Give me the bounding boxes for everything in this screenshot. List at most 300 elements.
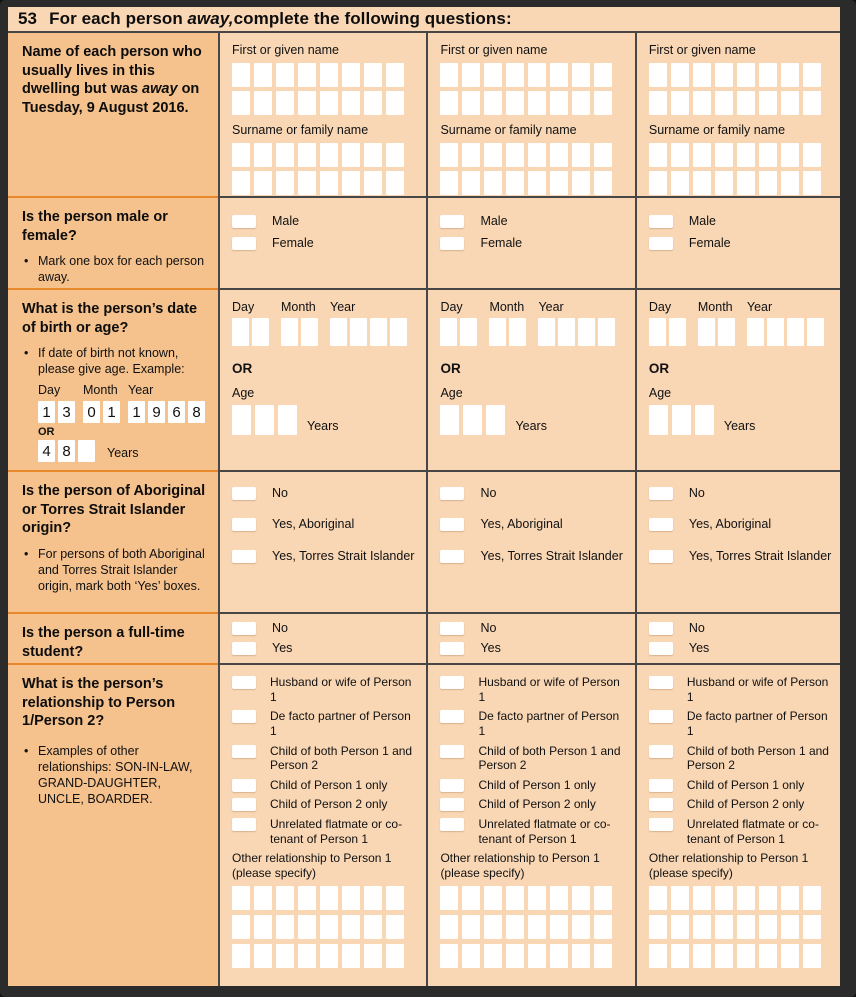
char-box[interactable] (737, 944, 755, 968)
char-box[interactable] (693, 171, 711, 195)
char-box[interactable] (715, 944, 733, 968)
husband-or-wife-checkbox[interactable] (649, 676, 673, 689)
char-box[interactable] (484, 915, 502, 939)
char-box[interactable] (737, 886, 755, 910)
char-box[interactable] (695, 405, 714, 435)
option-unrelated-flatmate[interactable] (232, 817, 414, 846)
option-child-of-person-1[interactable] (232, 778, 414, 793)
char-box[interactable] (538, 318, 555, 346)
char-box[interactable] (528, 143, 546, 167)
char-box[interactable] (550, 63, 568, 87)
option-de-facto-partner[interactable] (232, 709, 414, 738)
char-box[interactable] (342, 63, 360, 87)
char-box[interactable] (320, 91, 338, 115)
char-box[interactable] (759, 171, 777, 195)
char-box[interactable] (528, 886, 546, 910)
char-box[interactable] (276, 63, 294, 87)
student-yes-checkbox[interactable] (440, 642, 464, 655)
char-box[interactable] (506, 944, 524, 968)
female-checkbox[interactable] (649, 237, 673, 250)
char-box[interactable] (330, 318, 347, 346)
char-box[interactable] (649, 915, 667, 939)
char-box[interactable] (506, 63, 524, 87)
char-box[interactable] (462, 143, 480, 167)
char-box[interactable] (254, 944, 272, 968)
option-student-yes[interactable] (440, 641, 622, 656)
char-box[interactable] (298, 63, 316, 87)
char-box[interactable] (671, 91, 689, 115)
char-box[interactable] (528, 944, 546, 968)
option-yes-torres-strait[interactable] (440, 549, 622, 564)
option-child-of-both[interactable] (232, 744, 414, 773)
char-box[interactable] (693, 91, 711, 115)
char-box[interactable] (649, 886, 667, 910)
char-box[interactable] (671, 143, 689, 167)
char-box[interactable] (506, 915, 524, 939)
char-box[interactable] (463, 405, 482, 435)
option-child-of-person-1[interactable] (649, 778, 831, 793)
char-box[interactable] (506, 171, 524, 195)
char-box[interactable] (649, 171, 667, 195)
char-box[interactable] (803, 91, 821, 115)
option-husband-or-wife[interactable] (649, 675, 831, 704)
char-box[interactable] (350, 318, 367, 346)
char-box[interactable] (781, 91, 799, 115)
char-box[interactable] (558, 318, 575, 346)
char-box[interactable] (298, 944, 316, 968)
char-box[interactable] (715, 91, 733, 115)
char-box[interactable] (594, 171, 612, 195)
char-box[interactable] (484, 91, 502, 115)
dob-box-groups (649, 300, 831, 346)
unrelated-flatmate-checkbox[interactable] (649, 818, 673, 831)
char-box[interactable] (737, 143, 755, 167)
char-box[interactable] (528, 915, 546, 939)
option-yes-aboriginal[interactable] (649, 517, 831, 532)
option-unrelated-flatmate[interactable] (440, 817, 622, 846)
char-box[interactable] (462, 886, 480, 910)
char-box[interactable] (386, 915, 404, 939)
char-box[interactable] (232, 171, 250, 195)
char-box[interactable] (506, 143, 524, 167)
yes-aboriginal-checkbox[interactable] (232, 518, 256, 531)
husband-or-wife-checkbox[interactable] (440, 676, 464, 689)
char-box[interactable] (386, 91, 404, 115)
student-no-checkbox[interactable] (649, 622, 673, 635)
char-box[interactable] (364, 915, 382, 939)
char-box[interactable] (255, 405, 274, 435)
char-box[interactable] (572, 944, 590, 968)
char-box[interactable] (254, 143, 272, 167)
char-box[interactable] (276, 143, 294, 167)
char-box[interactable] (803, 171, 821, 195)
char-box[interactable] (276, 915, 294, 939)
yes-aboriginal-checkbox[interactable] (649, 518, 673, 531)
option-de-facto-partner[interactable] (649, 709, 831, 738)
char-box[interactable] (462, 91, 480, 115)
char-box[interactable] (550, 915, 568, 939)
char-box[interactable] (232, 944, 250, 968)
char-box[interactable] (737, 91, 755, 115)
husband-or-wife-checkbox[interactable] (232, 676, 256, 689)
char-box[interactable] (364, 91, 382, 115)
char-box[interactable] (528, 91, 546, 115)
child-of-both-checkbox[interactable] (649, 745, 673, 758)
char-box[interactable] (364, 944, 382, 968)
yes-torres-strait-checkbox[interactable] (232, 550, 256, 563)
char-box[interactable] (440, 63, 458, 87)
char-box[interactable] (320, 171, 338, 195)
char-box[interactable] (550, 143, 568, 167)
char-box[interactable] (506, 886, 524, 910)
char-box[interactable] (342, 886, 360, 910)
child-of-both-label: Child of both Person 1 and Person 2 (478, 743, 621, 773)
char-box[interactable] (781, 944, 799, 968)
char-box[interactable] (298, 886, 316, 910)
char-box[interactable] (342, 944, 360, 968)
char-box[interactable] (252, 318, 269, 346)
char-box[interactable] (232, 318, 249, 346)
example-day-group (38, 383, 75, 423)
option-husband-or-wife[interactable] (232, 675, 414, 704)
char-box[interactable] (232, 143, 250, 167)
option-husband-or-wife[interactable] (440, 675, 622, 704)
char-box[interactable] (298, 143, 316, 167)
char-box[interactable] (715, 915, 733, 939)
char-box[interactable] (342, 171, 360, 195)
char-box[interactable] (671, 915, 689, 939)
char-box[interactable] (298, 91, 316, 115)
char-box[interactable] (669, 318, 686, 346)
char-box[interactable] (572, 171, 590, 195)
char-box[interactable] (693, 143, 711, 167)
child-of-person-2-checkbox[interactable] (649, 798, 673, 811)
char-box[interactable] (759, 143, 777, 167)
option-child-of-person-1[interactable] (440, 778, 622, 793)
option-origin-no[interactable] (232, 486, 414, 501)
char-box[interactable] (671, 944, 689, 968)
option-male[interactable] (649, 214, 831, 229)
de-facto-partner-checkbox[interactable] (440, 710, 464, 723)
year-group (330, 300, 407, 346)
char-box[interactable] (370, 318, 387, 346)
char-box[interactable] (759, 944, 777, 968)
char-box[interactable] (572, 91, 590, 115)
de-facto-partner-checkbox[interactable] (232, 710, 256, 723)
char-box[interactable] (803, 915, 821, 939)
student-no-checkbox[interactable] (232, 622, 256, 635)
char-box[interactable] (386, 886, 404, 910)
option-child-of-person-2[interactable] (440, 797, 622, 812)
char-box[interactable] (787, 318, 804, 346)
char-box[interactable] (342, 91, 360, 115)
char-box[interactable] (254, 171, 272, 195)
char-box[interactable] (698, 318, 715, 346)
char-box[interactable] (440, 171, 458, 195)
name-question-part2: on Tuesday, 9 August 2016. (22, 81, 200, 116)
month-label: Month (489, 300, 525, 314)
char-box[interactable] (671, 171, 689, 195)
student-no-checkbox[interactable] (440, 622, 464, 635)
other-relationship-boxes-row-3 (649, 944, 831, 968)
char-box[interactable] (276, 91, 294, 115)
option-child-of-person-2[interactable] (649, 797, 831, 812)
student-yes-checkbox[interactable] (649, 642, 673, 655)
char-box[interactable] (320, 944, 338, 968)
char-box[interactable] (572, 886, 590, 910)
origin-no-checkbox[interactable] (649, 487, 673, 500)
char-box[interactable] (572, 143, 590, 167)
option-female[interactable] (440, 236, 622, 251)
char-box[interactable] (320, 63, 338, 87)
male-checkbox[interactable] (232, 215, 256, 228)
char-box[interactable] (484, 171, 502, 195)
example-digit-box (78, 440, 95, 462)
option-female[interactable] (649, 236, 831, 251)
origin-no-checkbox[interactable] (440, 487, 464, 500)
char-box[interactable] (781, 915, 799, 939)
example-years-label: Years (107, 446, 139, 461)
or-label: OR (232, 361, 253, 376)
char-box[interactable] (649, 91, 667, 115)
char-box[interactable] (572, 63, 590, 87)
char-box[interactable] (320, 143, 338, 167)
char-box[interactable] (486, 405, 505, 435)
char-box[interactable] (462, 915, 480, 939)
char-box[interactable] (737, 63, 755, 87)
char-box[interactable] (803, 886, 821, 910)
child-of-person-2-label: Child of Person 2 only (478, 797, 596, 812)
char-box[interactable] (781, 886, 799, 910)
char-box[interactable] (550, 91, 568, 115)
char-box[interactable] (364, 63, 382, 87)
bullet-dot: • (24, 254, 29, 269)
char-box[interactable] (715, 143, 733, 167)
char-box[interactable] (767, 318, 784, 346)
child-of-both-checkbox[interactable] (232, 745, 256, 758)
char-box[interactable] (386, 143, 404, 167)
option-student-no[interactable] (232, 621, 414, 636)
char-box[interactable] (462, 171, 480, 195)
char-box[interactable] (671, 886, 689, 910)
option-origin-no[interactable] (440, 486, 622, 501)
char-box[interactable] (747, 318, 764, 346)
yes-aboriginal-checkbox[interactable] (440, 518, 464, 531)
char-box[interactable] (594, 944, 612, 968)
char-box[interactable] (803, 143, 821, 167)
option-origin-no[interactable] (649, 486, 831, 501)
char-box[interactable] (232, 405, 251, 435)
yes-torres-strait-checkbox[interactable] (440, 550, 464, 563)
char-box[interactable] (594, 886, 612, 910)
char-box[interactable] (440, 318, 457, 346)
option-yes-aboriginal[interactable] (232, 517, 414, 532)
char-box[interactable] (803, 944, 821, 968)
child-of-person-2-checkbox[interactable] (440, 798, 464, 811)
char-box[interactable] (281, 318, 298, 346)
name-question-cell (8, 33, 218, 198)
name-section (637, 33, 840, 198)
option-yes-torres-strait[interactable] (232, 549, 414, 564)
char-box[interactable] (550, 944, 568, 968)
option-male[interactable] (232, 214, 414, 229)
char-box[interactable] (278, 405, 297, 435)
char-box[interactable] (598, 318, 615, 346)
char-box[interactable] (301, 318, 318, 346)
char-box[interactable] (759, 915, 777, 939)
unrelated-flatmate-checkbox[interactable] (232, 818, 256, 831)
char-box[interactable] (781, 171, 799, 195)
char-box[interactable] (715, 171, 733, 195)
char-box[interactable] (232, 915, 250, 939)
char-box[interactable] (759, 91, 777, 115)
char-box[interactable] (649, 318, 666, 346)
char-box[interactable] (693, 63, 711, 87)
char-box[interactable] (342, 143, 360, 167)
char-box[interactable] (807, 318, 824, 346)
male-checkbox[interactable] (440, 215, 464, 228)
char-box[interactable] (440, 944, 458, 968)
char-box[interactable] (484, 143, 502, 167)
char-box[interactable] (759, 886, 777, 910)
or-label: OR (440, 361, 461, 376)
char-box[interactable] (386, 944, 404, 968)
char-box[interactable] (462, 63, 480, 87)
unrelated-flatmate-checkbox[interactable] (440, 818, 464, 831)
char-box[interactable] (759, 63, 777, 87)
student-yes-checkbox[interactable] (232, 642, 256, 655)
char-box[interactable] (594, 915, 612, 939)
char-box[interactable] (528, 171, 546, 195)
char-box[interactable] (298, 915, 316, 939)
char-box[interactable] (254, 91, 272, 115)
male-checkbox[interactable] (649, 215, 673, 228)
option-yes-torres-strait[interactable] (649, 549, 831, 564)
char-box[interactable] (364, 143, 382, 167)
char-box[interactable] (693, 944, 711, 968)
char-box[interactable] (254, 63, 272, 87)
month-group (698, 300, 735, 346)
name-question-heading (22, 43, 208, 117)
char-box[interactable] (460, 318, 477, 346)
child-of-person-1-checkbox[interactable] (440, 779, 464, 792)
option-female[interactable] (232, 236, 414, 251)
person-column-2 (426, 33, 634, 986)
char-box[interactable] (232, 63, 250, 87)
char-box[interactable] (672, 405, 691, 435)
char-box[interactable] (594, 63, 612, 87)
char-box[interactable] (276, 171, 294, 195)
char-box[interactable] (528, 63, 546, 87)
char-box[interactable] (693, 886, 711, 910)
char-box[interactable] (506, 91, 524, 115)
char-box[interactable] (718, 318, 735, 346)
char-box[interactable] (232, 91, 250, 115)
char-box[interactable] (440, 886, 458, 910)
char-box[interactable] (232, 886, 250, 910)
char-box[interactable] (386, 63, 404, 87)
char-box[interactable] (489, 318, 506, 346)
child-of-person-1-checkbox[interactable] (649, 779, 673, 792)
char-box[interactable] (737, 171, 755, 195)
option-male[interactable] (440, 214, 622, 229)
child-of-both-checkbox[interactable] (440, 745, 464, 758)
char-box[interactable] (550, 886, 568, 910)
char-box[interactable] (578, 318, 595, 346)
char-box[interactable] (671, 63, 689, 87)
char-box[interactable] (572, 915, 590, 939)
char-box[interactable] (440, 91, 458, 115)
char-box[interactable] (594, 91, 612, 115)
char-box[interactable] (781, 63, 799, 87)
origin-no-checkbox[interactable] (232, 487, 256, 500)
char-box[interactable] (693, 915, 711, 939)
option-child-of-both[interactable] (649, 744, 831, 773)
char-box[interactable] (390, 318, 407, 346)
char-box[interactable] (364, 171, 382, 195)
char-box[interactable] (649, 405, 668, 435)
option-yes-aboriginal[interactable] (440, 517, 622, 532)
example-digit-box: 0 (83, 401, 100, 423)
char-box[interactable] (276, 944, 294, 968)
child-of-person-2-checkbox[interactable] (232, 798, 256, 811)
char-box[interactable] (484, 886, 502, 910)
option-child-of-both[interactable] (440, 744, 622, 773)
char-box[interactable] (364, 886, 382, 910)
option-de-facto-partner[interactable] (440, 709, 622, 738)
char-box[interactable] (509, 318, 526, 346)
char-box[interactable] (484, 63, 502, 87)
option-student-no[interactable] (649, 621, 831, 636)
char-box[interactable] (298, 171, 316, 195)
child-of-person-1-checkbox[interactable] (232, 779, 256, 792)
char-box[interactable] (440, 405, 459, 435)
char-box[interactable] (715, 886, 733, 910)
char-box[interactable] (462, 944, 480, 968)
char-box[interactable] (320, 886, 338, 910)
year-group (747, 300, 824, 346)
char-box[interactable] (649, 143, 667, 167)
char-box[interactable] (320, 915, 338, 939)
option-student-yes[interactable] (232, 641, 414, 656)
char-box[interactable] (715, 63, 733, 87)
yes-torres-strait-checkbox[interactable] (649, 550, 673, 563)
option-unrelated-flatmate[interactable] (649, 817, 831, 846)
char-box[interactable] (342, 915, 360, 939)
female-checkbox[interactable] (232, 237, 256, 250)
option-child-of-person-2[interactable] (232, 797, 414, 812)
char-box[interactable] (254, 886, 272, 910)
female-checkbox[interactable] (440, 237, 464, 250)
char-box[interactable] (440, 915, 458, 939)
char-box[interactable] (440, 143, 458, 167)
option-student-no[interactable] (440, 621, 622, 636)
option-student-yes[interactable] (649, 641, 831, 656)
char-box[interactable] (386, 171, 404, 195)
char-box[interactable] (737, 915, 755, 939)
month-group (281, 300, 318, 346)
de-facto-partner-checkbox[interactable] (649, 710, 673, 723)
char-box[interactable] (649, 944, 667, 968)
char-box[interactable] (803, 63, 821, 87)
char-box[interactable] (594, 143, 612, 167)
char-box[interactable] (781, 143, 799, 167)
char-box[interactable] (484, 944, 502, 968)
char-box[interactable] (276, 886, 294, 910)
char-box[interactable] (550, 171, 568, 195)
char-box[interactable] (649, 63, 667, 87)
char-box[interactable] (254, 915, 272, 939)
